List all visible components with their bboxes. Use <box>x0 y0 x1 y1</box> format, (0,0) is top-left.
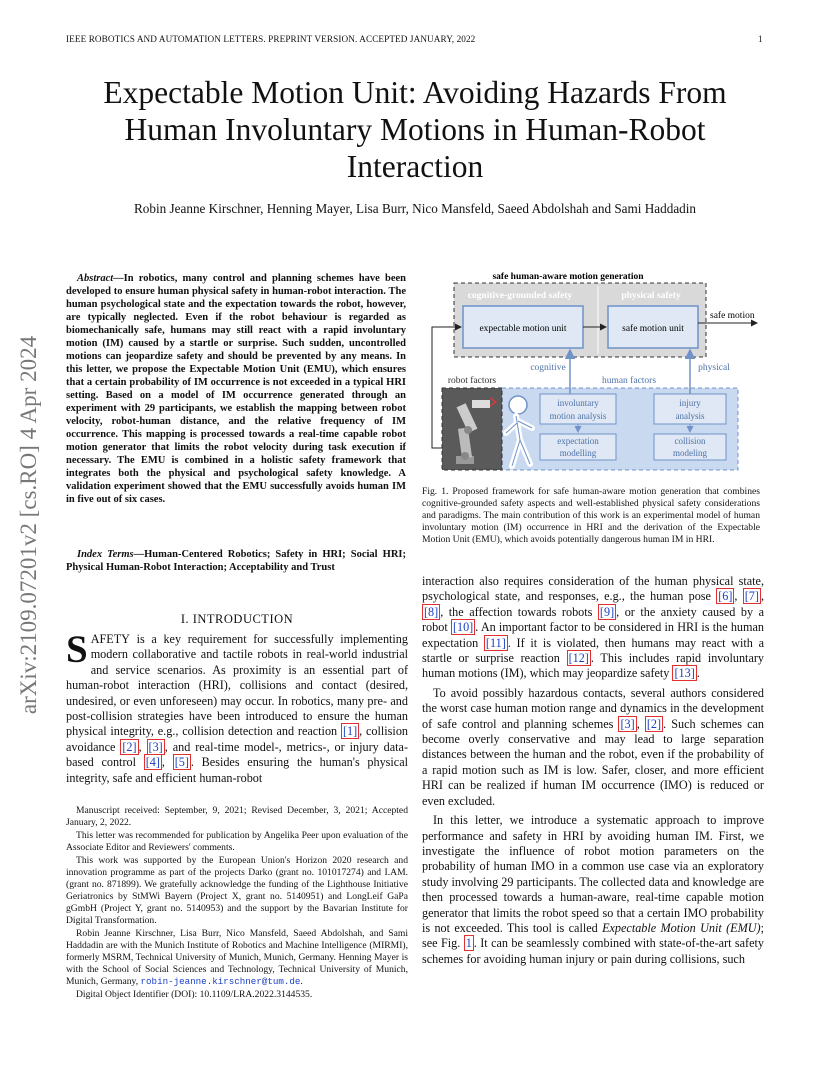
footnote: Manuscript received: September, 9, 2021; Revised December, 3, 2021; Accepted January, 2, 2022. <box>66 805 408 828</box>
body-text: . This includes rapid involuntary human motions (IM), which may jeopardize safety <box>422 651 765 681</box>
body-text: . Such schemes can become overly conservative and may lead to large separation distances between the human and the robot, even if the probability of a rapid motion such as IM is low. Safer, closer, and more efficient HRI can be realized if human IM occurrence (IMO) is reduced or even excluded. <box>422 716 764 808</box>
page-number: 1 <box>758 34 763 44</box>
body-text: , <box>734 589 743 604</box>
section-heading: I. INTRODUCTION <box>180 612 294 626</box>
body-text: , <box>636 716 645 731</box>
index-terms <box>66 548 406 574</box>
paragraph <box>422 686 764 809</box>
footnote: This letter was recommended for publication by Angelika Peer upon evaluation of the Associate Editor and Reviewers' comments. <box>66 830 408 853</box>
intro-text: , <box>138 739 147 754</box>
framework-diagram <box>420 268 760 478</box>
smu-label: safe motion unit <box>622 324 684 334</box>
body-text: interaction also requires consideration of the human physical state, psychological state, and responses, e.g., the human pose <box>422 574 764 604</box>
citation-link[interactable]: [11] <box>485 635 506 650</box>
index-terms-label: Index Terms <box>77 549 134 560</box>
emu-label: expectable motion unit <box>479 324 567 334</box>
im-analysis-1: involuntary <box>557 398 599 408</box>
citation-link[interactable]: [13] <box>674 666 695 681</box>
intro-paragraph <box>66 628 409 786</box>
phys-title: physical safety <box>621 291 681 301</box>
body-text: In this letter, we introduce a systematic approach to improve performance and safety in HRI by avoiding human IM. First, we investigate the influence of robot motion parameters on the probability of human IMO in a common use case via an exploratory study involving 29 participants. The collected data and knowledge are then processed towards a human-aware, real-time capable motion generator that limits the robot speed so that a certain IMO probability is not exceeded. This tool is called <box>422 813 764 935</box>
right-column <box>422 574 764 967</box>
col-2: modeling <box>673 448 707 458</box>
citation-link[interactable]: [1] <box>342 724 358 739</box>
emu-term: Expectable Motion Unit (EMU) <box>602 920 761 935</box>
body-text: . It can be seamlessly combined with state-of-the-art safety schemes for avoiding human injury or pain during collisions, such <box>422 936 764 966</box>
intro-text: is a key requirement for successfully implementing modern collaborative and tactile robots in real-world industrial and service scenarios. As proximity is an essential part of human-robot interaction (HRI), collisions and contact (desired, undesired, or even unforeseen) may occur. In robotics, many pre- and post-collision strategies have been introduced to ensure the human physical integrity, e.g., collision detection and reaction <box>66 632 408 739</box>
abstract <box>66 272 406 506</box>
intro-text: , <box>161 755 173 770</box>
body-text: . <box>696 666 700 681</box>
arxiv-id: arXiv:2109.07201v2 [cs.RO] 4 Apr 2024 <box>16 335 41 715</box>
paragraph <box>422 574 764 682</box>
footnote: This work was supported by the European Union's Horizon 2020 research and innovation programme as part of the projects Darko (grant no. 101017274) and I.AM. (grant no. 871899). We gratefully acknowledge the funding of the Lighthouse Initiative Geriatronics by StMWi Bayern (Project X, grant no. 5140951) and LongLeif GaPa gGmbH (Project Y, grant no. 5140953) and the support by the Bavarian Institute for Digital Transformation. <box>66 855 408 926</box>
footnote-text: . <box>300 976 303 987</box>
body-text: ; see Fig. <box>422 920 764 951</box>
citation-link[interactable]: [3] <box>148 739 163 754</box>
footnotes <box>66 805 408 1002</box>
footnote <box>66 928 408 988</box>
drop-cap: S <box>66 628 88 671</box>
outer-title: safe human-aware motion generation <box>492 272 644 282</box>
intro-text: , collision avoidance <box>66 724 409 754</box>
body-text: . An important factor to be considered in HRI is the human expectation <box>422 620 764 650</box>
citation-link[interactable]: [3] <box>620 716 635 731</box>
arxiv-stamp <box>3 290 55 760</box>
exp-1: expectation <box>557 436 599 446</box>
injury-1: injury <box>679 398 701 408</box>
citation-link[interactable]: [2] <box>122 739 137 754</box>
paragraph <box>422 813 764 967</box>
injury-2: analysis <box>675 411 705 421</box>
cog-title: cognitive-grounded safety <box>467 291 573 301</box>
safe-motion-label: safe motion <box>710 311 755 321</box>
citation-link[interactable]: [2] <box>646 716 662 731</box>
citation-link[interactable]: [5] <box>174 755 189 770</box>
physical-label: physical <box>698 363 730 373</box>
citation-link[interactable]: [7] <box>744 589 759 604</box>
human-factors-label: human factors <box>601 376 657 386</box>
email-link[interactable]: robin-jeanne.kirschner@tum.de <box>140 976 301 987</box>
index-terms-text: —Human-Centered Robotics; Safety in HRI; Social HRI; Physical Human-Robot Interaction; Acceptability and Trust <box>66 549 406 573</box>
citation-link[interactable]: [10] <box>452 620 474 635</box>
body-text: To avoid possibly hazardous contacts, several authors considered the worst case human motion range and dynamics in the development of safe control and planning schemes <box>422 685 764 731</box>
body-text: , <box>760 589 764 604</box>
citation-link[interactable]: [4] <box>145 755 160 770</box>
body-text: , or the anxiety caused by a robot <box>422 604 765 635</box>
running-header: IEEE ROBOTICS AND AUTOMATION LETTERS. PREPRINT VERSION. ACCEPTED JANUARY, 2022 <box>66 34 476 44</box>
intro-text: . Besides ensuring the human's physical integrity, safe and efficient human-robot <box>66 755 409 785</box>
body-text: , the affection towards robots <box>440 604 598 619</box>
body-text: . If it is violated, then humans may react with a startle or surprise reaction <box>422 635 765 666</box>
author-list: Robin Jeanne Kirschner, Henning Mayer, Lisa Burr, Nico Mansfeld, Saeed Abdolshah and Sami Haddadin <box>133 201 697 216</box>
citation-link[interactable]: [12] <box>568 651 589 666</box>
abstract-label: Abstract <box>77 273 114 284</box>
cognitive-label: cognitive <box>530 363 566 373</box>
footnote-doi: Digital Object Identifier (DOI): 10.1109/LRA.2022.3144535. <box>76 989 313 1000</box>
exp-2: modelling <box>559 448 597 458</box>
im-analysis-2: motion analysis <box>549 411 607 421</box>
intro-smallcaps: AFETY <box>90 632 130 646</box>
paper-title: Expectable Motion Unit: Avoiding Hazards From Human Involuntary Motions in Human-Robot Interaction <box>103 75 727 184</box>
intro-text: , and real-time model-, metrics-, or injury data-based control <box>66 739 409 770</box>
footnote-text: Robin Jeanne Kirschner, Lisa Burr, Nico Mansfeld, Saeed Abdolshah, and Sami Haddadin are with the Munich Institute of Robotics and Machine Intelligence (MIRMI), formerly MSRM, Technical University of Munich, Munich, Germany. Henning Mayer is with the School of Social Sciences and Technology, Technical University of Munich, Munich, Germany, <box>66 928 408 987</box>
citation-link[interactable]: [6] <box>718 589 733 604</box>
figure-link[interactable]: 1 <box>465 936 472 951</box>
citation-link[interactable]: [8] <box>424 604 439 619</box>
col-1: collision <box>674 436 706 446</box>
abstract-text: —In robotics, many control and planning schemes have been developed to ensure human physical safety in human-robot interaction. The human psychological state and the expectation towards the robot, however, are typically neglected. Even if the robot behaviour is regarded as biomechanically safe, humans may still react with a rapid involuntary motion (IM) caused by a startle or surprise. Such sudden, uncontrolled motions can jeopardize safety and should be prevented by any means. In this letter, we propose the Expectable Motion Unit (EMU), which ensures that a certain probability of IM occurrence is not exceeded in a typical HRI setting. Based on a model of IM occurrence generated through an experiment with 29 participants, we establish the mapping between robot velocity, robot-human distance, and the relative frequency of IM occurrence. This mapping is processed towards a real-time capable robot motion generator that limits the robot velocity during task execution if necessary. The EMU is combined in a holistic safety framework that integrates both the physical and psychological safety knowledge. A validation experiment showed that the EMU successfully avoids human IM in five out of six cases. <box>66 273 406 505</box>
figure-1 <box>420 268 760 478</box>
robot-factors-label: robot factors <box>447 376 497 386</box>
citation-link[interactable]: [9] <box>599 604 615 619</box>
figure-caption: Fig. 1. Proposed framework for safe human-aware motion generation that combines cognitive-grounded safety aspects and well-established physical safety considerations and paradigms. The main contribution of this work is an experimental model of human involuntary motion (IM) occurrence in HRI and the derivation of the Expectable Motion Unit (EMU), which avoids potentially dangerous human IM in HRI. <box>422 486 760 545</box>
